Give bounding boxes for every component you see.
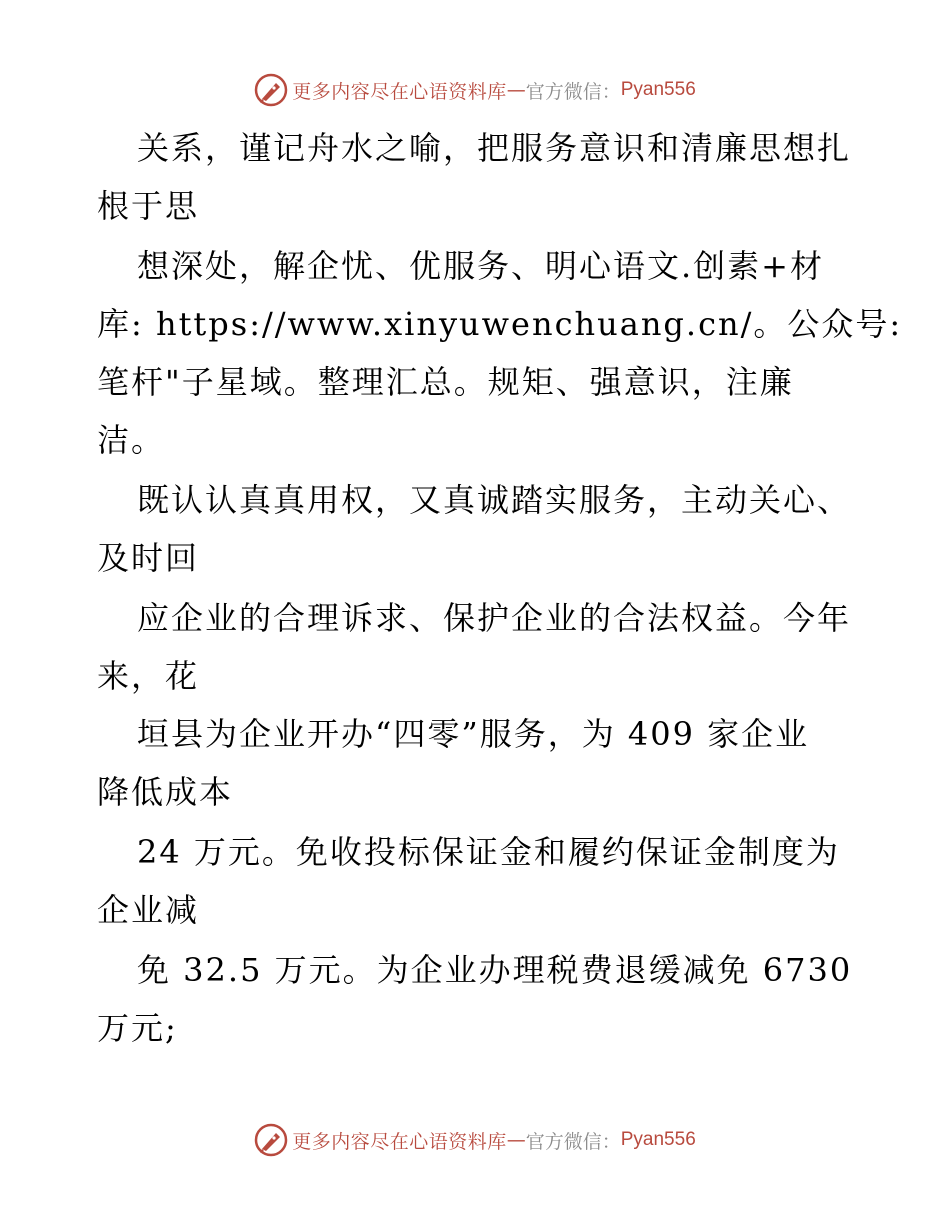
footer-slogan: 更多内容尽在心语资料库 [292,1130,507,1153]
footer-wechat-label: 官方微信： [525,1130,621,1153]
header-wechat-id: Pyan556 [620,79,696,100]
pen-logo-icon [254,73,288,107]
text-line: 根于思 [97,187,200,225]
text-line: 企业减 [97,891,200,929]
text-line: 免 32.5 万元。为企业办理税费退缓减免 6730 [137,951,853,989]
text-line: 洁。 [97,421,166,459]
text-line: 及时回 [97,539,200,577]
text-line: 笔杆"子星域。整理汇总。规矩、强意识，注廉 [97,363,794,401]
text-line: 24 万元。免收投标保证金和履约保证金制度为 [137,833,840,871]
footer-banner [0,1120,950,1160]
text-line: 想深处，解企忧、优服务、明心语文.创素+材 [137,247,824,285]
pen-logo-icon [254,1123,288,1157]
text-line: 既认认真真用权，又真诚踏实服务，主动关心、 [137,481,852,519]
text-line: 降低成本 [97,773,234,811]
header-slogan: 更多内容尽在心语资料库 [292,80,507,103]
text-line: 万元; [97,1009,178,1047]
text-line: 来，花 [97,657,200,695]
text-line: 库: https://www.xinyuwenchuang.cn/。公众号: [97,305,903,343]
text-line: 应企业的合理诉求、保护企业的合法权益。今年 [137,599,852,637]
text-line: 关系，谨记舟水之喻，把服务意识和清廉思想扎 [137,129,852,167]
footer-wechat-id: Pyan556 [620,1129,696,1150]
header-dash: — [506,79,526,101]
text-line: 垣县为企业开办“四零”服务，为 409 家企业 [137,715,810,753]
footer-dash: — [506,1129,526,1151]
header-wechat-label: 官方微信： [525,80,621,103]
header-banner [0,70,950,110]
